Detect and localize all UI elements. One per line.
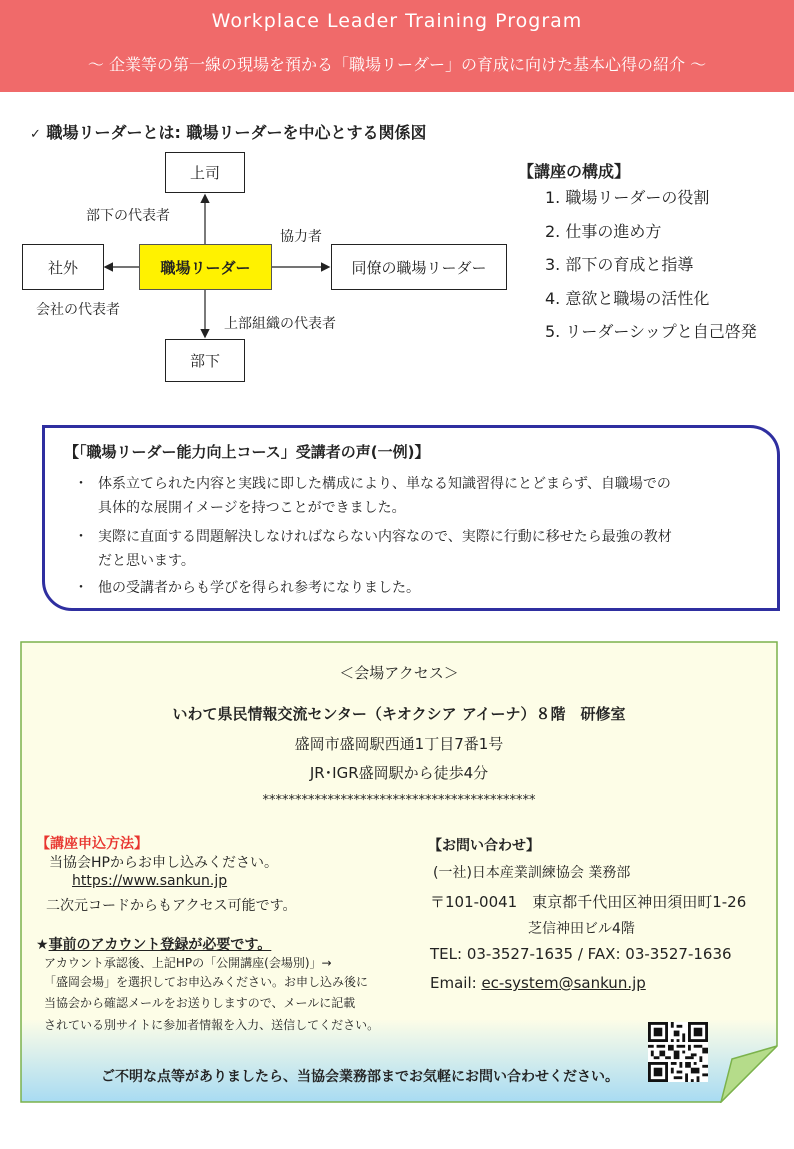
label-upper-org-rep: 上部組織の代表者 <box>224 316 336 332</box>
apply-url-link[interactable]: https://www.sankun.jp <box>72 873 228 889</box>
account-note-2: 「盛岡会場」を選択してお申込みください。お申し込み後に <box>44 975 369 989</box>
venue-station: JR･IGR盛岡駅から徒歩4分 <box>309 764 489 782</box>
account-note-3: 当協会から確認メールをお送りしますので、メールに記載 <box>44 996 356 1010</box>
voice-item: ・ 実際に直面する問題解決しなければならない内容なので、実際に行動に移せたら最強の教材 だと思います。 <box>74 525 764 573</box>
account-notice: ★事前のアカウント登録が必要です。 <box>36 937 272 953</box>
course-item: 2. 仕事の進め方 <box>545 221 662 241</box>
course-list <box>545 186 757 354</box>
contact-tel-fax: TEL: 03-3527-1635 / FAX: 03-3527-1636 <box>430 945 732 963</box>
page-title: Workplace Leader Training Program <box>211 10 583 32</box>
voice-item: ・ 体系立てられた内容と実践に即した構成により、単なる知識習得にとどまらず、自職場での 具体的な展開イメージを持つことができました。 <box>74 472 764 520</box>
label-subordinate-rep: 部下の代表者 <box>86 208 170 224</box>
contact-email-link[interactable]: ec-system@sankun.jp <box>481 974 646 992</box>
course-item: 5. リーダーシップと自己啓発 <box>545 322 757 341</box>
course-item: 3. 部下の育成と指導 <box>545 255 694 274</box>
voices-title: 【「職場リーダー能力向上コース」受講者の声(一例)】 <box>64 443 430 461</box>
contact-address1: 〒101-0041 東京都千代田区神田須田町1-26 <box>430 893 747 911</box>
venue-name: いわて県民情報交流センター（キオクシア アイーナ）８階 研修室 <box>172 705 626 723</box>
footer-message: ご不明な点等がありましたら、当協会業務部までお気軽にお問い合わせください。 <box>101 1069 619 1085</box>
leader-box: 職場リーダー <box>139 244 272 290</box>
divider: ****************************************** <box>262 793 536 808</box>
page-subtitle: ～ 企業等の第一線の現場を預かる「職場リーダー」の育成に向けた基本心得の紹介 ～ <box>87 55 707 74</box>
contact-email-row: Email: ec-system@sankun.jp <box>430 974 646 992</box>
contact-title: 【お問い合わせ】 <box>428 838 540 854</box>
access-heading: ＜会場アクセス＞ <box>339 664 459 682</box>
bullet: ・ <box>74 476 88 492</box>
contact-org: (一社)日本産業訓練協会 業務部 <box>433 865 631 881</box>
bullet: ・ <box>74 529 88 545</box>
star-icon: ★ <box>36 937 49 953</box>
subordinate-box: 部下 <box>165 339 245 382</box>
peer-box: 同僚の職場リーダー <box>331 244 507 290</box>
label-company-rep: 会社の代表者 <box>36 302 120 318</box>
boss-box: 上司 <box>165 152 245 193</box>
venue-address: 盛岡市盛岡駅西通1丁目7番1号 <box>294 735 504 753</box>
course-title: 【講座の構成】 <box>518 162 631 181</box>
label-partner: 協力者 <box>280 229 322 245</box>
external-box: 社外 <box>22 244 104 290</box>
account-note-4: されている別サイトに参加者情報を入力、送信してください。 <box>44 1018 380 1032</box>
course-item: 4. 意欲と職場の活性化 <box>545 288 710 308</box>
contact-address2: 芝信神田ビル4階 <box>528 921 635 937</box>
course-item: 1. 職場リーダーの役割 <box>545 188 710 207</box>
bullet: ・ <box>74 580 88 596</box>
apply-line1: 当協会HPからお申し込みください。 <box>49 855 278 871</box>
relation-title-text: 職場リーダーとは: 職場リーダーを中心とする関係図 <box>46 123 427 142</box>
check-icon: ✓ <box>30 127 41 142</box>
voice-item: ・ 他の受講者からも学びを得られ参考になりました。 <box>74 576 764 600</box>
apply-line2: 二次元コードからもアクセス可能です。 <box>46 898 297 914</box>
apply-title: 【講座申込方法】 <box>36 836 148 852</box>
account-note-1: アカウント承認後、上記HPの「公開講座(会場別)」→ <box>44 956 332 970</box>
